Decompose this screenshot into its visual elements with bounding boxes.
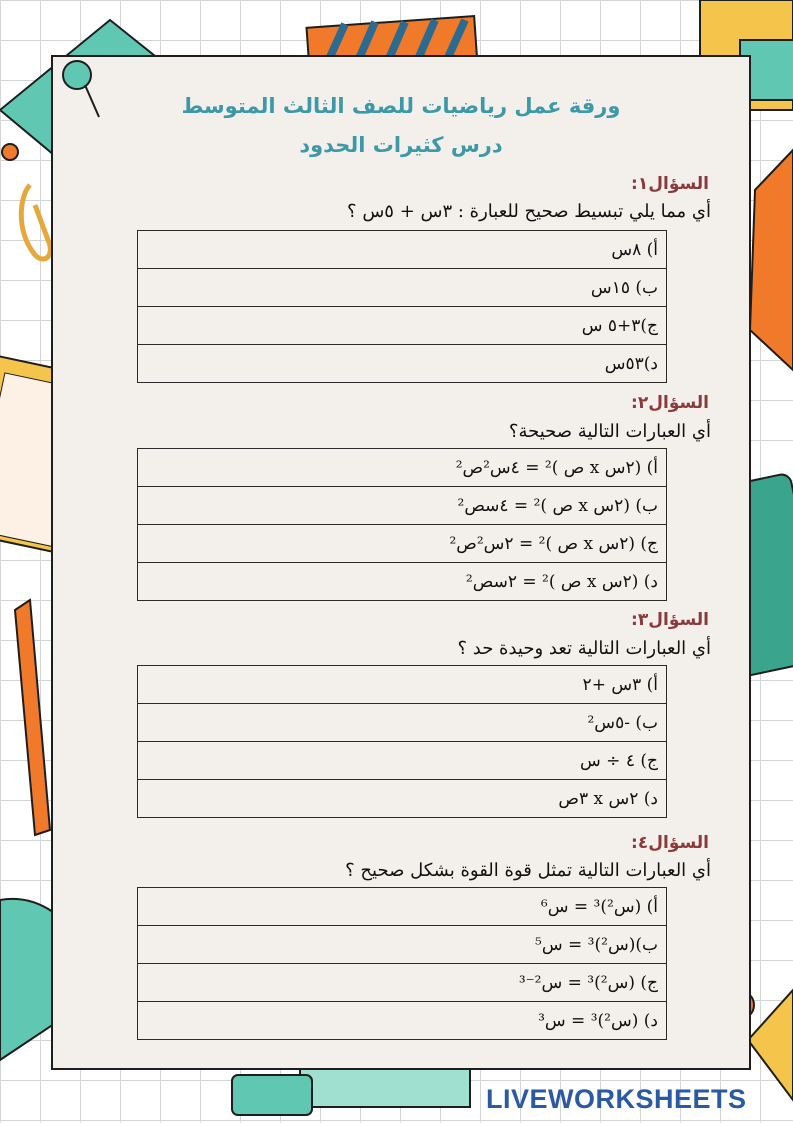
worksheet-page <box>51 55 751 1070</box>
paperclip-icon <box>21 185 50 259</box>
option-4-d[interactable]: د) (س²)³ = س³ <box>138 1002 667 1040</box>
option-1-c[interactable]: ج)٣+٥ س <box>138 307 667 345</box>
option-4-a[interactable]: أ) (س²)³ = س⁶ <box>138 888 667 926</box>
brand-text: LIVEWORKSHEETS <box>486 1083 747 1114</box>
question-2-text: أي العبارات التالية صحيحة؟ <box>508 421 711 442</box>
question-3-label: السؤال٣: <box>631 610 709 630</box>
question-1-options <box>137 230 667 383</box>
question-4-options <box>137 887 667 1040</box>
question-1-label: السؤال١: <box>631 174 709 194</box>
question-2-options <box>137 448 667 601</box>
option-4-b[interactable]: ب)(س²)³ = س⁵ <box>138 926 667 964</box>
question-2-label: السؤال٢: <box>631 393 709 413</box>
option-2-a[interactable]: أ) (٢س x ص )² = ٤س²ص² <box>138 449 667 487</box>
question-1-text: أي مما يلي تبسيط صحيح للعبارة : ٣س + ٥س ؟ <box>347 201 711 222</box>
triangle-ruler-icon <box>750 150 793 370</box>
question-3-text: أي العبارات التالية تعد وحيدة حد ؟ <box>457 638 711 659</box>
question-4-label: السؤال٤: <box>631 833 709 853</box>
question-4-text: أي العبارات التالية تمثل قوة القوة بشكل صحيح ؟ <box>345 860 711 881</box>
option-3-b[interactable]: ب) -٥س² <box>138 704 667 742</box>
eraser-icon <box>232 1075 312 1115</box>
option-3-a[interactable]: أ) ٣س +٢ <box>138 666 667 704</box>
pin-icon <box>55 55 105 125</box>
option-1-d[interactable]: د)٥٣س <box>138 345 667 383</box>
pencil-icon <box>15 600 50 835</box>
option-1-a[interactable]: أ) ٨س <box>138 231 667 269</box>
option-2-b[interactable]: ب) (٢س x ص )² = ٤سص² <box>138 487 667 525</box>
liveworksheets-logo[interactable] <box>486 1082 747 1116</box>
option-3-d[interactable]: د) ٢س x ٣ص <box>138 780 667 818</box>
option-1-b[interactable]: ب) ١٥س <box>138 269 667 307</box>
worksheet-subtitle: درس كثيرات الحدود <box>299 133 503 157</box>
option-3-c[interactable]: ج) ٤ ÷ س <box>138 742 667 780</box>
option-2-c[interactable]: ج) (٢س x ص )² = ٢س²ص² <box>138 525 667 563</box>
option-2-d[interactable]: د) (٢س x ص )² = ٢سص² <box>138 563 667 601</box>
question-3-options <box>137 665 667 818</box>
option-4-c[interactable]: ج) (س²)³ = س²⁻³ <box>138 964 667 1002</box>
worksheet-title: ورقة عمل رياضيات للصف الثالث المتوسط <box>181 94 621 118</box>
